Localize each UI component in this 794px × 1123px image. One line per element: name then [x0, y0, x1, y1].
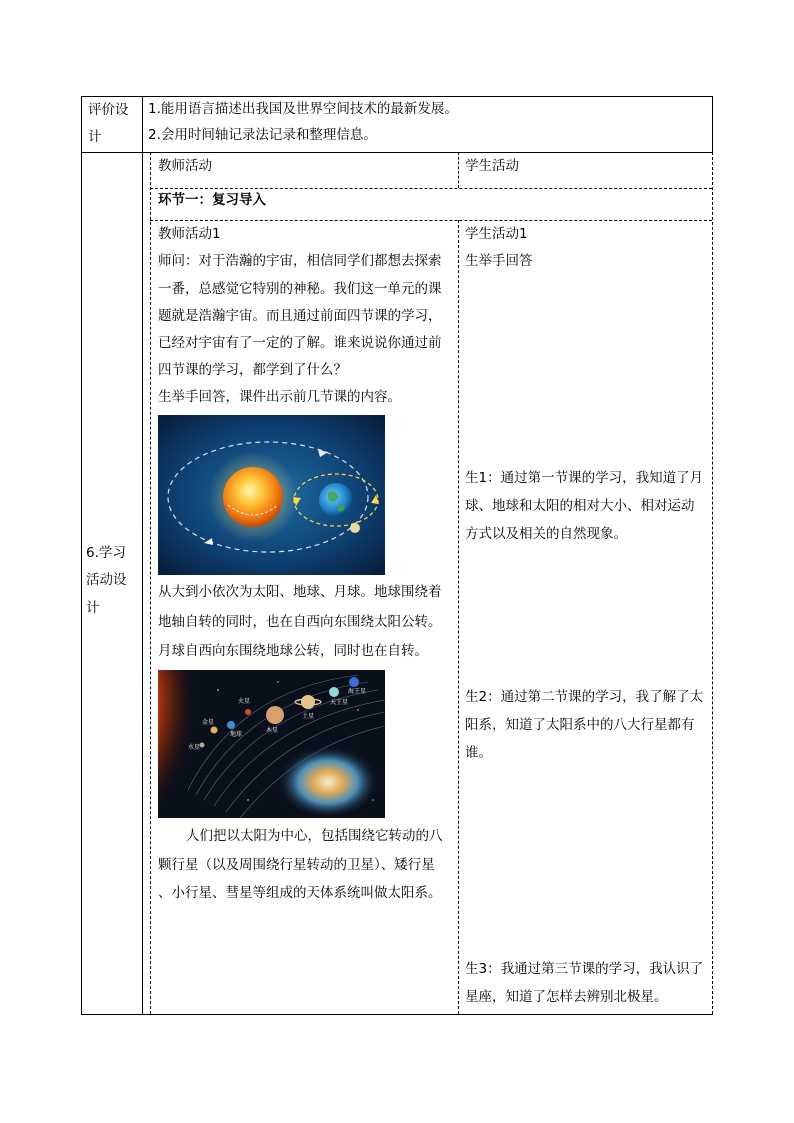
- image2-caption-line: 、小行星、彗星等组成的天体系统叫做太阳系。: [158, 885, 442, 901]
- student-activity-header: 学生活动: [465, 158, 519, 174]
- eval-item-1: 1.能用语言描述出我国及世界空间技术的最新发展。: [148, 101, 458, 117]
- teacher-line: 四节课的学习，都学到了什么？: [158, 362, 347, 378]
- image1-caption-line: 从大到小依次为太阳、地球、月球。地球围绕着: [158, 584, 442, 600]
- image1-caption-line: 月球自西向东围绕地球公转，同时也在自转。: [158, 643, 428, 659]
- student1-line: 生1：通过第一节课的学习，我知道了月: [465, 470, 704, 486]
- teacher-line: 生举手回答，课件出示前几节课的内容。: [158, 389, 401, 405]
- planet-label-mars: 火星: [238, 698, 251, 705]
- student-raise-hand: 生举手回答: [465, 253, 533, 269]
- inner-right-border: [712, 152, 713, 1014]
- eval-label-line2: 计: [88, 129, 102, 145]
- table-right-border-top: [712, 96, 713, 152]
- eval-label-line1: 评价设: [88, 102, 129, 118]
- student-activity-1-title: 学生活动1: [465, 226, 528, 242]
- student1-line: 球、地球和太阳的相对大小、相对运动: [465, 498, 695, 514]
- activity-label-line1: 6.学习: [86, 545, 126, 561]
- solar-system-image: [158, 670, 385, 818]
- planet-label-neptune: 海王星: [348, 688, 367, 695]
- section-1-title: 环节一：复习导入: [158, 192, 266, 208]
- nebula: [278, 746, 378, 818]
- table-bottom-border: [81, 1014, 713, 1015]
- student1-line: 方式以及相关的自然现象。: [465, 526, 627, 542]
- image2-caption-line: 颗行星（以及周围绕行星转动的卫星）、矮行星: [158, 857, 435, 873]
- uranus: [329, 687, 339, 697]
- earth: [227, 721, 235, 729]
- planet-label-jupiter: 木星: [266, 727, 279, 734]
- student2-line: 生2：通过第二节课的学习，我了解了太: [465, 689, 704, 705]
- teacher-activity-header: 教师活动: [158, 158, 212, 174]
- inner-mid-border-header: [458, 152, 459, 188]
- label-column-border: [142, 96, 143, 1014]
- image1-caption-line: 地轴自转的同时，也在自西向东围绕太阳公转。: [158, 614, 442, 630]
- student3-line: 星座，知道了怎样去辨别北极星。: [465, 989, 668, 1005]
- teacher-line: 师问：对于浩瀚的宇宙，相信同学们都想去探索: [158, 253, 442, 269]
- student2-line: 阳系，知道了太阳系中的八大行星都有: [465, 717, 695, 733]
- teacher-activity-1-title: 教师活动1: [158, 226, 221, 242]
- teacher-line: 题就是浩瀚宇宙。而且通过前面四节课的学习，: [158, 308, 442, 324]
- planet-label-venus: 金星: [202, 719, 215, 726]
- sun: [223, 467, 283, 527]
- inner-mid-border-body: [458, 220, 459, 1014]
- mars: [245, 709, 251, 715]
- teacher-line: 已经对宇宙有了一定的了解。谁来说说你通过前: [158, 335, 442, 351]
- planet-label-uranus: 天王星: [330, 699, 349, 706]
- neptune: [349, 677, 359, 687]
- mercury: [200, 743, 205, 748]
- moon: [350, 523, 360, 533]
- planet-label-saturn: 土星: [302, 713, 315, 720]
- planet-label-mercury: 水星: [188, 744, 201, 751]
- inner-left-border: [150, 152, 151, 1014]
- saturn: [301, 695, 315, 709]
- image2-caption-line: 人们把以太阳为中心，包括围绕它转动的八: [186, 828, 443, 844]
- sun-earth-moon-image: [158, 415, 385, 575]
- planet-label-earth: 地球: [230, 731, 243, 738]
- activity-label-line2: 活动设: [86, 572, 127, 588]
- venus: [211, 727, 218, 734]
- eval-item-2: 2.会用时间轴记录法记录和整理信息。: [148, 127, 377, 143]
- table-left-border: [81, 96, 82, 1014]
- jupiter: [266, 706, 284, 724]
- teacher-line: 一番，总感觉它特别的神秘。我们这一单元的课: [158, 281, 442, 297]
- activity-label-line3: 计: [86, 600, 100, 616]
- student3-line: 生3：我通过第三节课的学习，我认识了: [465, 961, 704, 977]
- inner-section-divider: [150, 220, 712, 221]
- student2-line: 谁。: [465, 745, 492, 761]
